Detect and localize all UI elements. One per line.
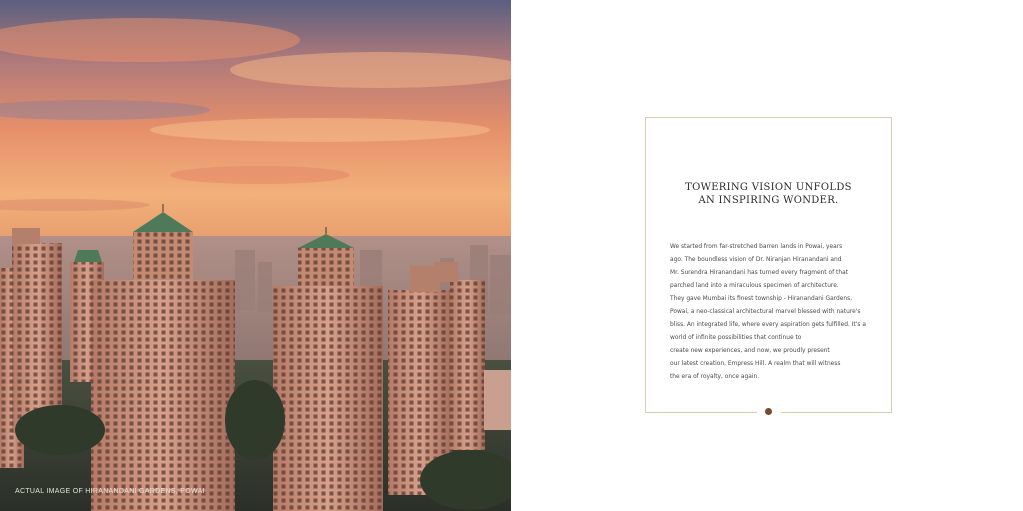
paragraph-line: the era of royalty, once again. bbox=[670, 374, 760, 380]
photo-caption: ACTUAL IMAGE OF HIRANANDANI GARDENS, POWAI bbox=[15, 488, 205, 495]
heading-line: AN INSPIRING WONDER. bbox=[698, 195, 839, 206]
description-paragraph bbox=[670, 241, 890, 384]
paragraph-line: our latest creation, Empress Hill. A realm that will witness bbox=[670, 361, 841, 367]
paragraph-line: parched land into a miraculous specimen of architecture. bbox=[670, 283, 839, 289]
skyline-illustration bbox=[0, 0, 511, 511]
paragraph-line: ago. The boundless vision of Dr. Niranjan Hiranandani and bbox=[670, 257, 842, 263]
paragraph-line: Mr. Surendra Hiranandani has turned every fragment of that bbox=[670, 270, 849, 276]
paragraph-line: world of infinite possibilities that continue to bbox=[670, 335, 802, 341]
paragraph-line: create new experiences, and now, we proudly present bbox=[670, 348, 830, 354]
paragraph-line: They gave Mumbai its finest township - Hiranandani Gardens, bbox=[670, 296, 853, 302]
section-heading bbox=[645, 181, 892, 207]
accent-dot bbox=[765, 408, 772, 415]
text-page bbox=[511, 0, 1023, 511]
paragraph-line: We started from far-stretched barren lands in Powai, years bbox=[670, 244, 843, 250]
paragraph-line: bliss. An integrated life, where every aspiration gets fulfilled. It's a bbox=[670, 322, 866, 328]
paragraph-line: Powai, a neo-classical architectural marvel blessed with nature's bbox=[670, 309, 861, 315]
heading-line: TOWERING VISION UNFOLDS bbox=[685, 182, 852, 193]
hiranandani-gardens-photo bbox=[0, 0, 511, 511]
